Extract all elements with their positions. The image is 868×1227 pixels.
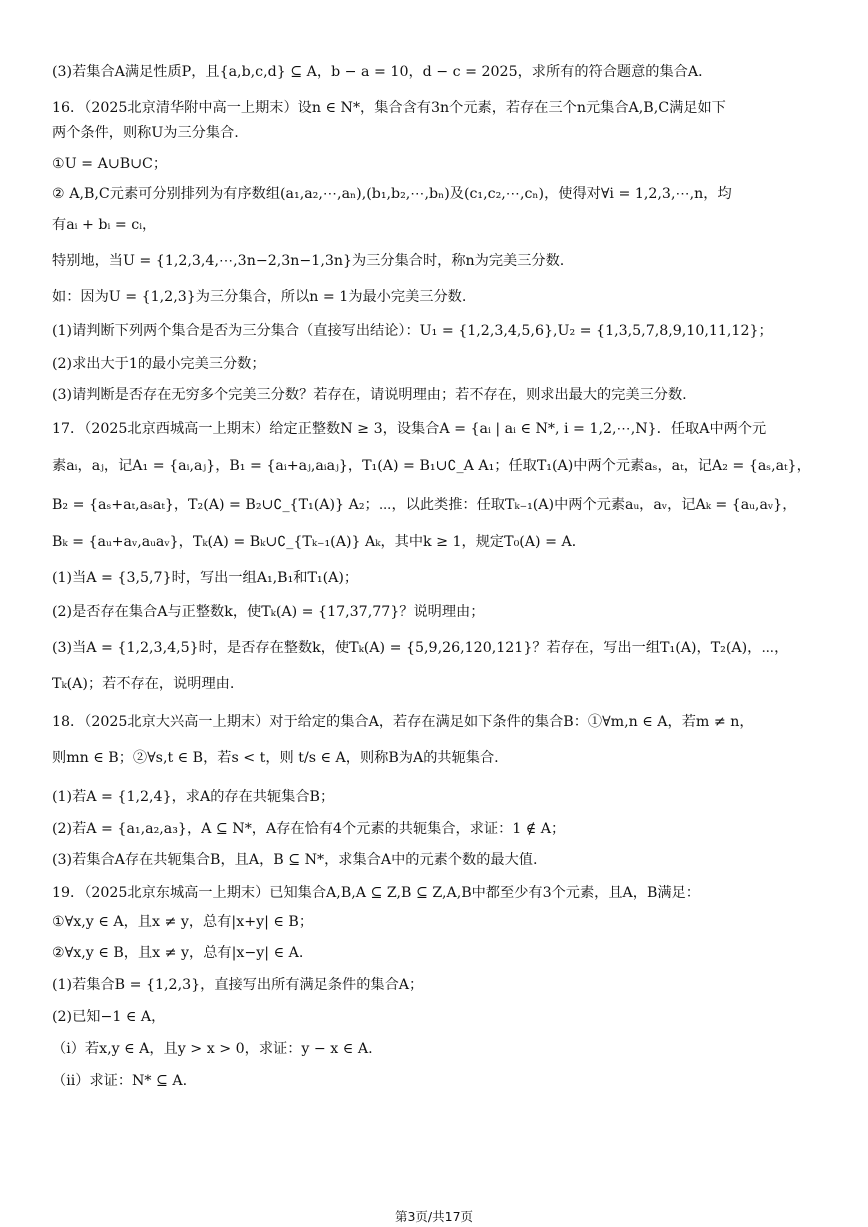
text-line: (1)若集合B = {1,2,3}，直接写出所有满足条件的集合A；: [52, 977, 424, 993]
text-line: （i）若x,y ∈ A，且y > x > 0，求证：y − x ∈ A.: [52, 1041, 373, 1057]
text-line: ①U = A∪B∪C；: [52, 156, 168, 172]
text-line: 则mn ∈ B；②∀s,t ∈ B，若s < t，则 t/s ∈ A，则称B为A的共轭集合.: [52, 750, 499, 766]
text-line: B₂ = {aₛ+aₜ,aₛaₜ}，T₂(A) = B₂∪∁_{T₁(A)} A₂；⋯，以此类推：任取Tₖ₋₁(A)中两个元素aᵤ，aᵥ，记Aₖ = {aᵤ,aᵥ}，: [52, 497, 797, 513]
text-line: 如：因为U = {1,2,3}为三分集合，所以n = 1为最小完美三分数.: [52, 289, 467, 305]
text-line: 17．（2025北京西城高一上期末）给定正整数N ≥ 3，设集合A = {aᵢ | aᵢ ∈ N*, i = 1,2,⋯,N}．任取A中两个元: [52, 421, 767, 437]
page-footer: 第3页/共17页: [394, 1209, 474, 1224]
text-line: ①∀x,y ∈ A，且x ≠ y，总有|x+y| ∈ B；: [52, 914, 314, 930]
text-line: （ii）求证：N* ⊆ A.: [52, 1073, 188, 1089]
text-line: 素aᵢ，aⱼ，记A₁ = {aᵢ,aⱼ}，B₁ = {aᵢ+aⱼ,aᵢaⱼ}，T₁(A) = B₁∪∁_A A₁；任取T₁(A)中两个元素aₛ，aₜ，记A₂ = {aₛ,aₜ}，: [52, 458, 811, 474]
text-line: (1)请判断下列两个集合是否为三分集合（直接写出结论）：U₁ = {1,2,3,4,5,6},U₂ = {1,3,5,7,8,9,10,11,12}；: [52, 323, 773, 339]
text-line: 两个条件，则称U为三分集合.: [52, 125, 239, 141]
text-line: (3)若集合A满足性质P，且{a,b,c,d} ⊆ A，b − a = 10，d − c = 2025，求所有的符合题意的集合A．: [52, 64, 713, 80]
text-line: Bₖ = {aᵤ+aᵥ,aᵤaᵥ}，Tₖ(A) = Bₖ∪∁_{Tₖ₋₁(A)} Aₖ，其中k ≥ 1，规定T₀(A) = A．: [52, 534, 586, 550]
text-line: (3)请判断是否存在无穷多个完美三分数？若存在，请说明理由；若不存在，则求出最大的完美三分数.: [52, 387, 687, 403]
text-line: (2)已知−1 ∈ A，: [52, 1009, 166, 1025]
text-line: (2)若A = {a₁,a₂,a₃}，A ⊆ N*，A存在恰有4个元素的共轭集合，求证：1 ∉ A；: [52, 821, 566, 837]
text-line: 19．（2025北京东城高一上期末）已知集合A,B,A ⊆ Z,B ⊆ Z,A,B中都至少有3个元素，且A，B满足：: [52, 885, 700, 901]
text-line: 特别地，当U = {1,2,3,4,⋯,3n−2,3n−1,3n}为三分集合时，称n为完美三分数.: [52, 253, 565, 269]
text-line: 18．（2025北京大兴高一上期末）对于给定的集合A，若存在满足如下条件的集合B：①∀m,n ∈ A，若m ≠ n，: [52, 714, 754, 730]
text-line: ② A,B,C元素可分别排列为有序数组(a₁,a₂,⋯,aₙ),(b₁,b₂,⋯,bₙ)及(c₁,c₂,⋯,cₙ)，使得对∀i = 1,2,3,⋯,n，均: [52, 186, 732, 202]
text-line: (3)当A = {1,2,3,4,5}时，是否存在整数k，使Tₖ(A) = {5,9,26,120,121}？若存在，写出一组T₁(A)，T₂(A)，⋯，: [52, 640, 789, 656]
text-line: (2)求出大于1的最小完美三分数；: [52, 356, 266, 372]
text-line: (3)若集合A存在共轭集合B，且A，B ⊆ N*，求集合A中的元素个数的最大值.: [52, 852, 538, 868]
text-line: 有aᵢ + bᵢ = cᵢ，: [52, 217, 157, 233]
text-line: (2)是否存在集合A与正整数k，使Tₖ(A) = {17,37,77}？说明理由；: [52, 604, 485, 620]
text-line: ②∀x,y ∈ B，且x ≠ y，总有|x−y| ∈ A.: [52, 945, 304, 961]
text-line: 16．（2025北京清华附中高一上期末）设n ∈ N*，集合含有3n个元素，若存在三个n元集合A,B,C满足如下: [52, 100, 726, 116]
text-line: (1)当A = {3,5,7}时，写出一组A₁,B₁和T₁(A)；: [52, 570, 359, 586]
text-line: Tₖ(A)；若不存在，说明理由.: [52, 676, 235, 692]
text-line: (1)若A = {1,2,4}，求A的存在共轭集合B；: [52, 789, 335, 805]
